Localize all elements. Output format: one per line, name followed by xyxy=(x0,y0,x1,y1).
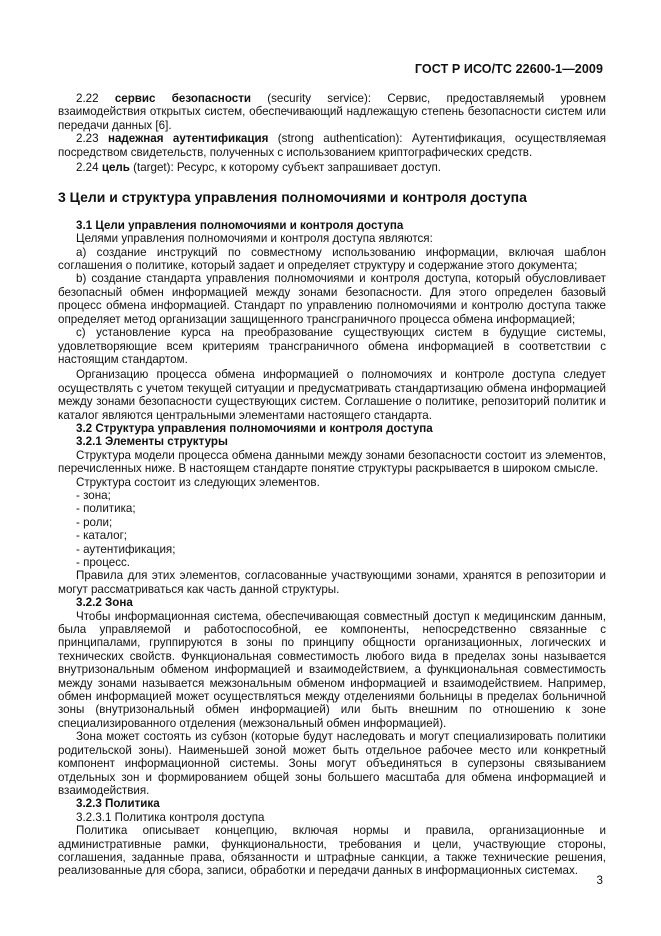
list-item-a: a) создание инструкций по совместному использованию информации, включая шаблон соглашения о политике, который задает и определяет структуру и содержание этого документа; xyxy=(58,245,606,273)
document-header: ГОСТ Р ИСО/ТС 22600-1—2009 xyxy=(414,62,603,76)
section-3-2-title: 3.2 Структура управления полномочиями и контроля доступа xyxy=(76,421,433,435)
list-item: - зона; xyxy=(76,488,111,502)
section-3-2-3-1-title: 3.2.3.1 Политика контроля доступа xyxy=(76,810,265,824)
definition-2-22: 2.22 сервис безопасности (security service): Сервис, предоставляемый уровнем взаимодействия открытых систем, обеспечивающий надлежащую степень безопасности систем или передачи данных [6]. xyxy=(58,92,606,132)
paragraph: Организацию процесса обмена информацией о полномочиях и контроле доступа следует осуществлять с учетом текущей ситуации и предусматривать стандартизацию обмена информацией между зонами безопасности существующих систем. Соглашение о политике, репозиторий политик и каталог являются центральными элементами настоящего стандарта. xyxy=(58,368,606,422)
page-number: 3 xyxy=(596,874,603,887)
term: надежная аутентификация xyxy=(107,132,269,146)
document-body xyxy=(58,92,606,878)
section-3-1-title: 3.1 Цели управления полномочиями и контроля доступа xyxy=(76,218,404,232)
paragraph: Чтобы информационная система, обеспечивающая совместный доступ к медицинским данным, была управляемой и работоспособной, ее компоненты, непосредственно связанные с принципалами, группируются в зоны по принципу общности организационных, логических и технических свойств. Функциональная совместимость любого вида в пределах зоны называется внутризональным обменом информацией и взаимодействием, а функциональная совместимость между зонами называется межзональным обменом информацией и взаимодействием. Например, обмен информацией может осуществляться между отделениями больницы в пределах больничной зоны (внутризональный обмен информацией) или быть внешним по отношению к зоне специализированного отделения (межзональный обмен информацией). xyxy=(58,609,606,730)
paragraph: Правила для этих элементов, согласованные участвующими зонами, хранятся в репозитории и могут рассматриваться как часть данной структуры. xyxy=(58,569,606,596)
term: сервис безопасности xyxy=(114,92,251,105)
paragraph: Структура состоит из следующих элементов. xyxy=(76,475,320,489)
list-item: - процесс. xyxy=(76,556,131,569)
definition-2-23: 2.23 надежная аутентификация (strong authentication): Аутентификация, осуществляемая посредством свидетельств, полученных с использованием криптографических средств. xyxy=(58,132,606,159)
list-item: - роли; xyxy=(76,515,113,529)
paragraph: Политика описывает концепцию, включая нормы и правила, организационные и административные рамки, функциональности, требования и цели, участвующие стороны, соглашения, заданные права, обязанности и штрафные санкции, а также технические решения, реализованные для сбора, записи, обработки и передачи данных в информационных системах. xyxy=(58,824,606,878)
list-item-b: b) создание стандарта управления полномочиями и контроля доступа, который обусловливает безопасный обмен информацией между зонами безопасности. Для этого определен базовый процесс обмена информацией. Стандарт по управлению полномочиями и контролю доступа также определяет метод организации защищенного трансграничного процесса обмена информацией; xyxy=(58,272,606,326)
term: цель xyxy=(101,161,130,175)
section-3-2-1-title: 3.2.1 Элементы структуры xyxy=(76,435,228,449)
section-3-2-3-title: 3.2.3 Политика xyxy=(76,797,160,811)
list-item: - каталог; xyxy=(76,529,128,543)
section-3-2-2-title: 3.2.2 Зона xyxy=(76,596,133,610)
list-item: - аутентификация; xyxy=(76,542,176,556)
paragraph: Структура модели процесса обмена данными между зонами безопасности состоит из элементов, перечисленных ниже. В настоящем стандарте понятие структуры раскрывается в широком смысле. xyxy=(58,448,606,476)
paragraph: Зона может состоять из субзон (которые будут наследовать и могут специализировать политики родительской зоны). Наименьшей зоной может быть отдельное рабочее место или конкретный компонент информационной системы. Зоны могут объединяться в суперзоны связыванием отдельных зон и формированием общей зоны большего масштаба для обмена информацией и взаимодействия. xyxy=(58,730,606,797)
list-item: - политика; xyxy=(76,502,136,516)
list-item-c: c) установление курса на преобразование существующих систем в будущие системы, удовлетворяющие всем критериям трансграничного обмена информацией в соответствии с настоящим стандартом. xyxy=(58,326,606,366)
section-3-title: 3 Цели и структура управления полномочиями и контроля доступа xyxy=(58,189,527,206)
paragraph: Целями управления полномочиями и контроля доступа являются: xyxy=(76,232,433,246)
definition-2-24: 2.24 цель (target): Ресурс, к которому субъект запрашивает доступ. xyxy=(76,161,442,175)
